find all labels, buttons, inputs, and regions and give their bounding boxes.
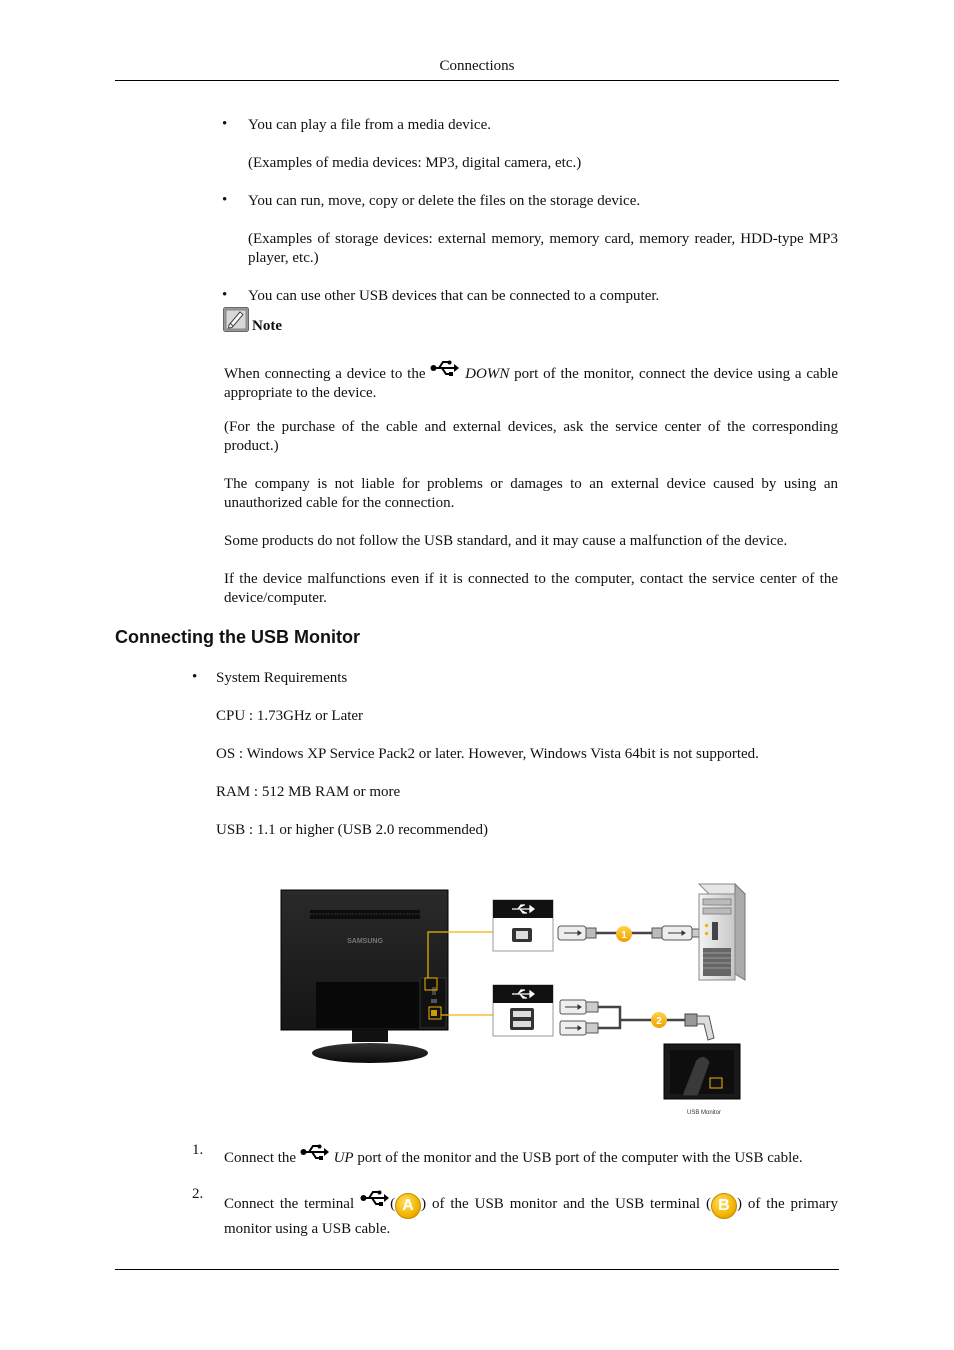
bullet-marker: • [192,669,198,685]
note-paragraph-purchase: (For the purchase of the cable and external devices, ask the service center of the corresponding product.) [224,419,838,454]
list-item-storage-examples: (Examples of storage devices: external memory, memory card, memory reader, HDD-type MP3 player, etc.) [248,231,838,266]
note-p1-before: When connecting a device to the [224,366,426,382]
note-p1-after: port of the monitor, connect the device using a cable appropriate to the device. [224,366,839,401]
usb-monitor-illustration [664,1044,740,1116]
footer-rule [115,1269,839,1270]
note-paragraph-malfunction: If the device malfunctions even if it is connected to the computer, contact the service center of the device/computer. [224,571,838,606]
req-os: OS : Windows XP Service Pack2 or later. However, Windows Vista 64bit is not supported. [216,746,759,762]
usb-monitor-caption: USB Monitor [686,1110,722,1116]
monitor-back-illustration [281,890,448,1063]
note-label: Note [252,318,282,334]
usb-symbol-icon [360,1190,390,1212]
step-1-number: 1. [192,1142,204,1158]
usb-cable-2 [560,1000,714,1040]
note-paragraph-liability: The company is not liable for problems or damages to an external device caused by using an unauthorized cable for the connection. [224,476,838,511]
monitor-brand-text: SAMSUNG [347,938,383,945]
req-usb: USB : 1.1 or higher (USB 2.0 recommended) [216,822,489,838]
step-1-after: port of the monitor and the USB port of the computer with the USB cable. [357,1150,803,1166]
bullet-marker: • [222,192,228,208]
req-ram: RAM : 512 MB RAM or more [216,784,401,800]
step-2-text [224,1190,838,1239]
step-2-paren-open: ( [390,1196,396,1212]
req-cpu: CPU : 1.73GHz or Later [216,708,364,724]
callout-1: 1 [621,930,627,941]
header-rule [115,80,839,81]
port-box-down [493,985,553,1036]
list-item-media: You can play a file from a media device. [248,117,491,133]
list-item-other-usb: You can use other USB devices that can be connected to a computer. [248,288,660,304]
note-p1-port: DOWN [465,366,510,382]
usb-cable-1 [558,926,702,942]
step-2-number: 2. [192,1186,204,1202]
step-1-before: Connect the [224,1150,297,1166]
section-heading: Connecting the USB Monitor [115,627,360,647]
step-2-mid: ) of the USB monitor and the USB terminal ( [421,1196,711,1212]
page-header-title: Connections [439,58,515,74]
usb-symbol-icon [300,1144,330,1166]
terminal-b-badge: B [711,1193,737,1219]
list-item-media-examples: (Examples of media devices: MP3, digital camera, etc.) [248,155,582,171]
system-requirements-title: System Requirements [216,670,348,686]
callout-2: 2 [656,1016,662,1027]
port-box-up [493,900,553,951]
note-icon [223,307,249,337]
bullet-marker: • [222,287,228,303]
note-paragraph-down-port [224,360,838,403]
terminal-a-badge: A [395,1193,421,1219]
list-item-storage: You can run, move, copy or delete the files on the storage device. [248,193,641,209]
usb-connection-diagram [280,882,750,1123]
step-2-after: ) of the primary monitor using a USB cable. [224,1196,839,1237]
step-2-before: Connect the terminal [224,1196,355,1212]
usb-symbol-icon [430,360,460,382]
step-1-text [224,1144,844,1168]
bullet-marker: • [222,116,228,132]
pc-tower-illustration [699,884,745,980]
note-paragraph-standard: Some products do not follow the USB standard, and it may cause a malfunction of the device. [224,533,788,549]
step-1-port: UP [333,1150,354,1166]
